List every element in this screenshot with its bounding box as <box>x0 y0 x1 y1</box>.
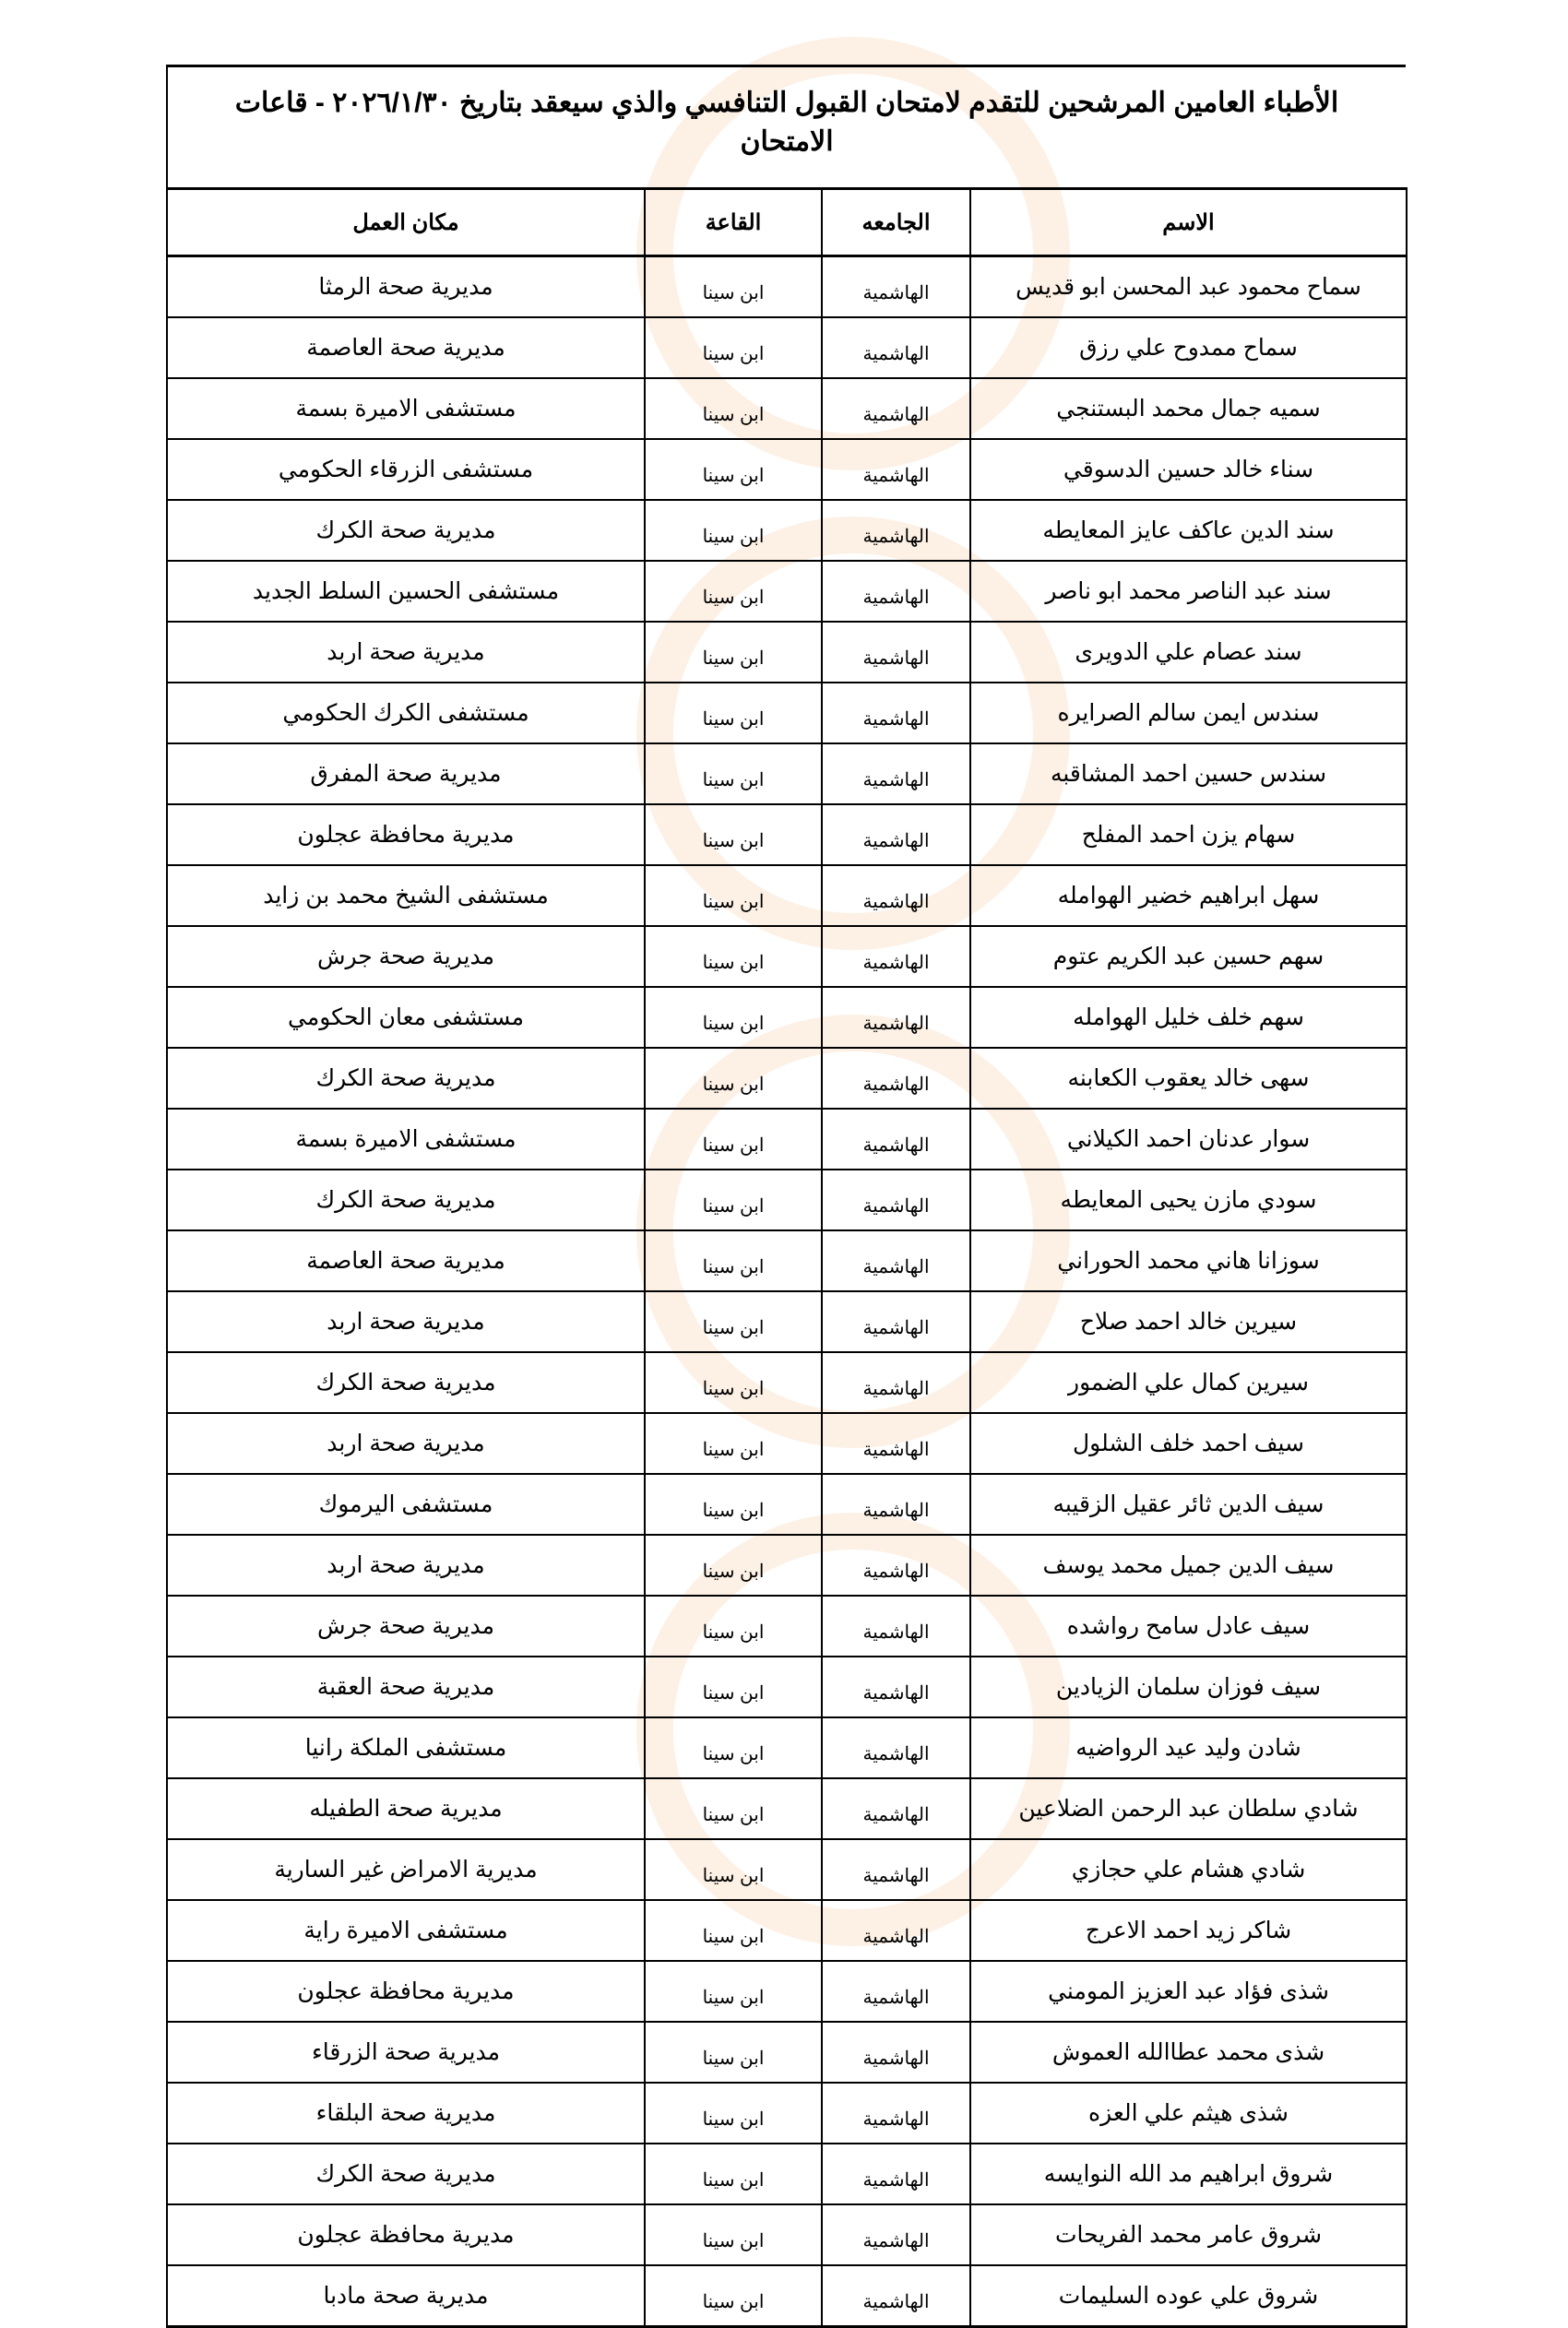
workplace-cell: مديرية صحة الكرك <box>167 2144 645 2204</box>
university-cell: الهاشمية <box>822 1657 970 1717</box>
university-cell: الهاشمية <box>822 683 970 743</box>
workplace-cell: مستشفى الحسين السلط الجديد <box>167 561 645 622</box>
name-cell: سيرين خالد احمد صلاح <box>970 1291 1407 1352</box>
table-row <box>167 1352 1407 1413</box>
university-cell: الهاشمية <box>822 2083 970 2144</box>
university-cell: الهاشمية <box>822 2204 970 2265</box>
table-row <box>167 1778 1407 1839</box>
workplace-cell: مديرية صحة العاصمة <box>167 1230 645 1291</box>
university-cell: الهاشمية <box>822 256 970 318</box>
workplace-cell: مستشفى الزرقاء الحكومي <box>167 439 645 500</box>
workplace-cell: مديرية صحة جرش <box>167 1596 645 1657</box>
university-cell: الهاشمية <box>822 1352 970 1413</box>
header-name: الاسم <box>970 189 1407 256</box>
table-row <box>167 2083 1407 2144</box>
workplace-cell: مديرية صحة الكرك <box>167 1352 645 1413</box>
name-cell: سندس حسين احمد المشاقبه <box>970 743 1407 804</box>
hall-cell: ابن سينا <box>645 865 822 926</box>
table-row <box>167 622 1407 683</box>
university-cell: الهاشمية <box>822 561 970 622</box>
university-cell: الهاشمية <box>822 1961 970 2022</box>
workplace-cell: مديرية صحة جرش <box>167 926 645 987</box>
workplace-cell: مديرية صحة البلقاء <box>167 2083 645 2144</box>
hall-cell: ابن سينا <box>645 683 822 743</box>
table-row <box>167 683 1407 743</box>
table-row <box>167 1413 1407 1474</box>
workplace-cell: مديرية صحة اربد <box>167 1291 645 1352</box>
workplace-cell: مديرية صحة الكرك <box>167 1048 645 1109</box>
hall-cell: ابن سينا <box>645 317 822 378</box>
name-cell: سيف الدين جميل محمد يوسف <box>970 1535 1407 1596</box>
hall-cell: ابن سينا <box>645 1961 822 2022</box>
name-cell: شروق علي عوده السليمات <box>970 2265 1407 2327</box>
table-row <box>167 1839 1407 1900</box>
table-row <box>167 1717 1407 1778</box>
hall-cell: ابن سينا <box>645 926 822 987</box>
university-cell: الهاشمية <box>822 926 970 987</box>
name-cell: شذى محمد عطاالله العموش <box>970 2022 1407 2083</box>
workplace-cell: مديرية صحة العاصمة <box>167 317 645 378</box>
table-row <box>167 926 1407 987</box>
university-cell: الهاشمية <box>822 1109 970 1170</box>
hall-cell: ابن سينا <box>645 1657 822 1717</box>
table-row <box>167 1596 1407 1657</box>
workplace-cell: مستشفى الاميرة بسمة <box>167 1109 645 1170</box>
hall-cell: ابن سينا <box>645 1291 822 1352</box>
header-university: الجامعه <box>822 189 970 256</box>
table-row <box>167 2144 1407 2204</box>
hall-cell: ابن سينا <box>645 2144 822 2204</box>
workplace-cell: مديرية صحة المفرق <box>167 743 645 804</box>
university-cell: الهاشمية <box>822 1900 970 1961</box>
table-row <box>167 1291 1407 1352</box>
hall-cell: ابن سينا <box>645 622 822 683</box>
table-row <box>167 1170 1407 1230</box>
workplace-cell: مديرية صحة مادبا <box>167 2265 645 2327</box>
name-cell: سهام يزن احمد المفلح <box>970 804 1407 865</box>
university-cell: الهاشمية <box>822 804 970 865</box>
table-row <box>167 987 1407 1048</box>
name-cell: سودي مازن يحيى المعايطه <box>970 1170 1407 1230</box>
workplace-cell: مستشفى الشيخ محمد بن زايد <box>167 865 645 926</box>
table-row <box>167 561 1407 622</box>
name-cell: سيف عادل سامح رواشده <box>970 1596 1407 1657</box>
workplace-cell: مديرية صحة اربد <box>167 1535 645 1596</box>
hall-cell: ابن سينا <box>645 500 822 561</box>
table-row <box>167 1048 1407 1109</box>
header-hall: القاعة <box>645 189 822 256</box>
hall-cell: ابن سينا <box>645 2265 822 2327</box>
table-row <box>167 439 1407 500</box>
name-cell: سوار عدنان احمد الكيلاني <box>970 1109 1407 1170</box>
university-cell: الهاشمية <box>822 622 970 683</box>
hall-cell: ابن سينا <box>645 1535 822 1596</box>
name-cell: شادي سلطان عبد الرحمن الضلاعين <box>970 1778 1407 1839</box>
workplace-cell: مديرية صحة اربد <box>167 1413 645 1474</box>
name-cell: سهم حسين عبد الكريم عتوم <box>970 926 1407 987</box>
university-cell: الهاشمية <box>822 439 970 500</box>
workplace-cell: مديرية صحة الكرك <box>167 1170 645 1230</box>
name-cell: سماح ممدوح علي رزق <box>970 317 1407 378</box>
workplace-cell: مديرية محافظة عجلون <box>167 2204 645 2265</box>
university-cell: الهاشمية <box>822 1839 970 1900</box>
name-cell: سماح محمود عبد المحسن ابو قديس <box>970 256 1407 318</box>
hall-cell: ابن سينا <box>645 1778 822 1839</box>
university-cell: الهاشمية <box>822 1413 970 1474</box>
hall-cell: ابن سينا <box>645 378 822 439</box>
name-cell: شاكر زيد احمد الاعرج <box>970 1900 1407 1961</box>
name-cell: سناء خالد حسين الدسوقي <box>970 439 1407 500</box>
name-cell: سند عصام علي الدويرى <box>970 622 1407 683</box>
table-row <box>167 1900 1407 1961</box>
university-cell: الهاشمية <box>822 1170 970 1230</box>
name-cell: شذى هيثم علي العزه <box>970 2083 1407 2144</box>
table-row <box>167 1657 1407 1717</box>
document-title: الأطباء العامين المرشحين للتقدم لامتحان القبول التنافسي والذي سيعقد بتاريخ ٢٠٢٦/١/٣٠ - قاعات الامتحان <box>166 65 1406 187</box>
university-cell: الهاشمية <box>822 743 970 804</box>
name-cell: شروق عامر محمد الفريحات <box>970 2204 1407 2265</box>
hall-cell: ابن سينا <box>645 2022 822 2083</box>
table-header-row <box>167 189 1407 256</box>
workplace-cell: مديرية صحة اربد <box>167 622 645 683</box>
table-row <box>167 865 1407 926</box>
table-row <box>167 2204 1407 2265</box>
name-cell: سندس ايمن سالم الصرايره <box>970 683 1407 743</box>
table-row <box>167 743 1407 804</box>
hall-cell: ابن سينا <box>645 561 822 622</box>
hall-cell: ابن سينا <box>645 1900 822 1961</box>
table-row <box>167 2265 1407 2327</box>
name-cell: سيف الدين ثائر عقيل الزقيبه <box>970 1474 1407 1535</box>
workplace-cell: مستشفى الاميرة بسمة <box>167 378 645 439</box>
name-cell: سهم خلف خليل الهوامله <box>970 987 1407 1048</box>
hall-cell: ابن سينا <box>645 2204 822 2265</box>
table-row <box>167 378 1407 439</box>
hall-cell: ابن سينا <box>645 1352 822 1413</box>
table-row <box>167 500 1407 561</box>
hall-cell: ابن سينا <box>645 1048 822 1109</box>
hall-cell: ابن سينا <box>645 1413 822 1474</box>
hall-cell: ابن سينا <box>645 1596 822 1657</box>
workplace-cell: مديرية صحة الكرك <box>167 500 645 561</box>
table-row <box>167 1474 1407 1535</box>
header-workplace: مكان العمل <box>167 189 645 256</box>
university-cell: الهاشمية <box>822 2144 970 2204</box>
table-row <box>167 317 1407 378</box>
university-cell: الهاشمية <box>822 1778 970 1839</box>
hall-cell: ابن سينا <box>645 256 822 318</box>
name-cell: شادن وليد عيد الرواضيه <box>970 1717 1407 1778</box>
university-cell: الهاشمية <box>822 2265 970 2327</box>
name-cell: شادي هشام علي حجازي <box>970 1839 1407 1900</box>
university-cell: الهاشمية <box>822 1596 970 1657</box>
university-cell: الهاشمية <box>822 317 970 378</box>
name-cell: سيرين كمال علي الضمور <box>970 1352 1407 1413</box>
hall-cell: ابن سينا <box>645 1109 822 1170</box>
name-cell: سند عبد الناصر محمد ابو ناصر <box>970 561 1407 622</box>
candidates-table <box>166 187 1408 2328</box>
name-cell: سيف فوزان سلمان الزيادين <box>970 1657 1407 1717</box>
table-row <box>167 256 1407 318</box>
name-cell: شروق ابراهيم مد الله النوايسه <box>970 2144 1407 2204</box>
name-cell: سهل ابراهيم خضير الهوامله <box>970 865 1407 926</box>
name-cell: سميه جمال محمد البستنجي <box>970 378 1407 439</box>
workplace-cell: مديرية محافظة عجلون <box>167 804 645 865</box>
workplace-cell: مديرية محافظة عجلون <box>167 1961 645 2022</box>
workplace-cell: مستشفى الاميرة راية <box>167 1900 645 1961</box>
hall-cell: ابن سينا <box>645 2083 822 2144</box>
university-cell: الهاشمية <box>822 1048 970 1109</box>
workplace-cell: مستشفى الملكة رانيا <box>167 1717 645 1778</box>
hall-cell: ابن سينا <box>645 987 822 1048</box>
hall-cell: ابن سينا <box>645 743 822 804</box>
hall-cell: ابن سينا <box>645 1170 822 1230</box>
hall-cell: ابن سينا <box>645 1717 822 1778</box>
table-row <box>167 1961 1407 2022</box>
hall-cell: ابن سينا <box>645 439 822 500</box>
hall-cell: ابن سينا <box>645 804 822 865</box>
university-cell: الهاشمية <box>822 1230 970 1291</box>
university-cell: الهاشمية <box>822 2022 970 2083</box>
university-cell: الهاشمية <box>822 865 970 926</box>
university-cell: الهاشمية <box>822 1291 970 1352</box>
workplace-cell: مستشفى الكرك الحكومي <box>167 683 645 743</box>
university-cell: الهاشمية <box>822 1474 970 1535</box>
name-cell: سند الدين عاكف عايز المعايطه <box>970 500 1407 561</box>
name-cell: سهى خالد يعقوب الكعابنه <box>970 1048 1407 1109</box>
university-cell: الهاشمية <box>822 987 970 1048</box>
name-cell: سوزانا هاني محمد الحوراني <box>970 1230 1407 1291</box>
table-row <box>167 1109 1407 1170</box>
workplace-cell: مديرية صحة العقبة <box>167 1657 645 1717</box>
workplace-cell: مديرية الامراض غير السارية <box>167 1839 645 1900</box>
hall-cell: ابن سينا <box>645 1474 822 1535</box>
table-row <box>167 1535 1407 1596</box>
workplace-cell: مستشفى معان الحكومي <box>167 987 645 1048</box>
table-row <box>167 2022 1407 2083</box>
university-cell: الهاشمية <box>822 1535 970 1596</box>
workplace-cell: مديرية صحة الطفيله <box>167 1778 645 1839</box>
university-cell: الهاشمية <box>822 378 970 439</box>
hall-cell: ابن سينا <box>645 1839 822 1900</box>
table-row <box>167 1230 1407 1291</box>
name-cell: سيف احمد خلف الشلول <box>970 1413 1407 1474</box>
document-sheet <box>166 65 1406 2328</box>
name-cell: شذى فؤاد عبد العزيز المومني <box>970 1961 1407 2022</box>
hall-cell: ابن سينا <box>645 1230 822 1291</box>
university-cell: الهاشمية <box>822 500 970 561</box>
workplace-cell: مستشفى اليرموك <box>167 1474 645 1535</box>
table-row <box>167 804 1407 865</box>
university-cell: الهاشمية <box>822 1717 970 1778</box>
workplace-cell: مديرية صحة الرمثا <box>167 256 645 318</box>
workplace-cell: مديرية صحة الزرقاء <box>167 2022 645 2083</box>
